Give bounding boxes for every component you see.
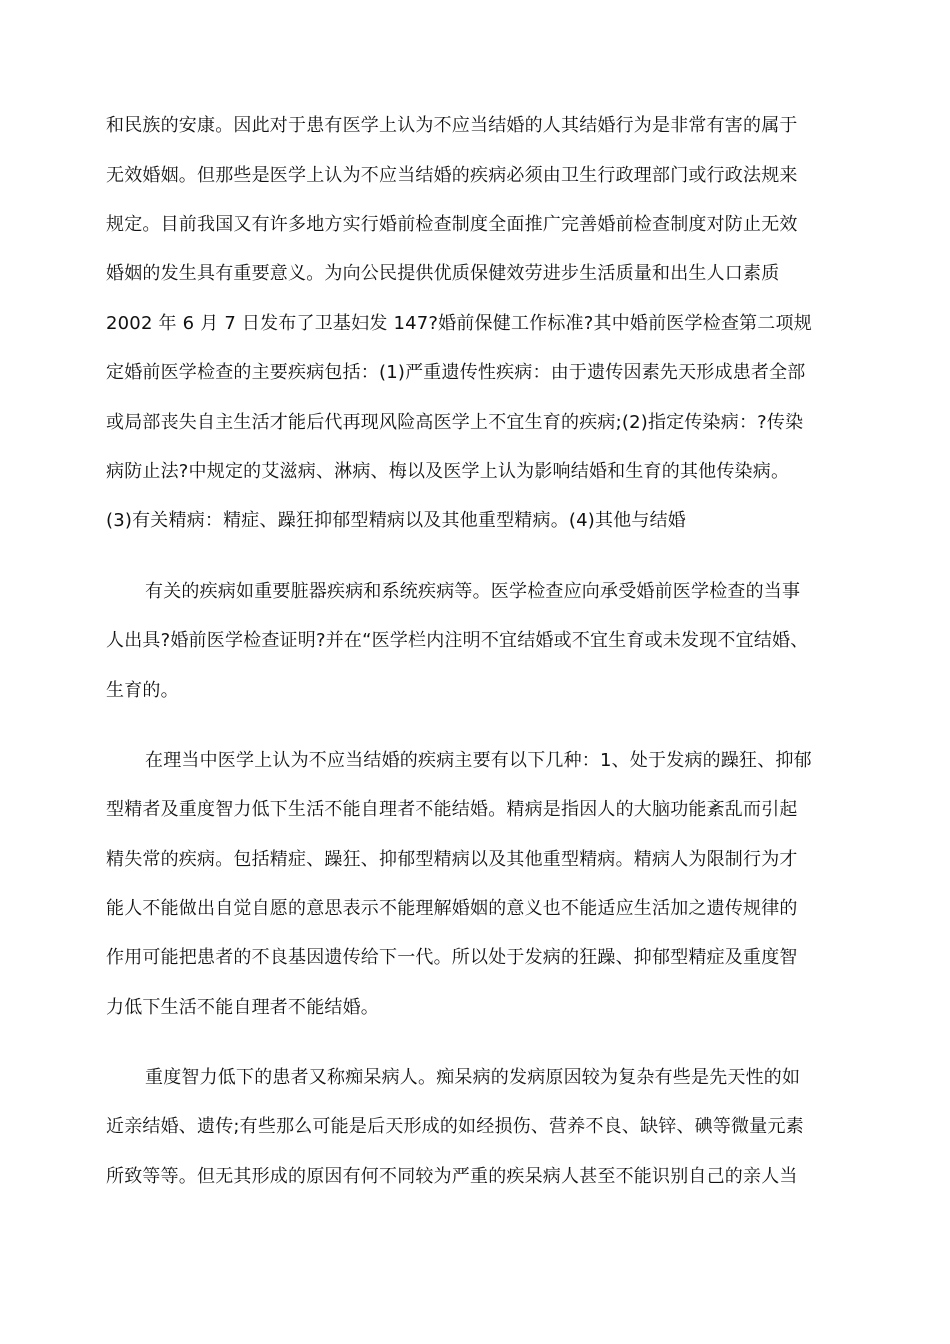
text-line: (3)有关精病：精症、躁狂抑郁型精病以及其他重型精病。(4)其他与结婚 [106, 510, 686, 531]
text-line: 精失常的疾病。包括精症、躁狂、抑郁型精病以及其他重型精病。精病人为限制行为才 [106, 849, 798, 870]
text-line: 有关的疾病如重要脏器疾病和系统疾病等。医学检查应向承受婚前医学检查的当事 [145, 581, 801, 602]
text-line: 型精者及重度智力低下生活不能自理者不能结婚。精病是指因人的大脑功能紊乱而引起 [106, 799, 798, 820]
text-line: 和民族的安康。因此对于患有医学上认为不应当结婚的人其结婚行为是非常有害的属于 [106, 115, 798, 136]
text-line: 人出具?婚前医学检查证明?并在“医学栏内注明不宜结婚或不宜生育或未发现不宜结婚、 [106, 630, 809, 651]
text-line: 所致等等。但无其形成的原因有何不同较为严重的疾呆病人甚至不能识别自己的亲人当 [106, 1166, 798, 1187]
text-line: 作用可能把患者的不良基因遗传给下一代。所以处于发病的狂躁、抑郁型精症及重度智 [106, 947, 798, 968]
text-line: 生育的。 [106, 680, 179, 701]
text-line: 规定。目前我国又有许多地方实行婚前检查制度全面推广完善婚前检查制度对防止无效 [106, 214, 798, 235]
text-line: 在理当中医学上认为不应当结婚的疾病主要有以下几种：1、处于发病的躁狂、抑郁 [145, 750, 812, 771]
text-line: 病防止法?中规定的艾滋病、淋病、梅以及医学上认为影响结婚和生育的其他传染病。 [106, 461, 790, 482]
text-line: 或局部丧失自主生活才能后代再现风险高医学上不宜生育的疾病;(2)指定传染病：?传染 [106, 412, 804, 433]
text-line: 无效婚姻。但那些是医学上认为不应当结婚的疾病必须由卫生行政理部门或行政法规来 [106, 165, 798, 186]
text-line: 力低下生活不能自理者不能结婚。 [106, 997, 379, 1018]
text-line: 定婚前医学检查的主要疾病包括：(1)严重遗传性疾病：由于遗传因素先天形成患者全部 [106, 362, 806, 383]
text-line: 能人不能做出自觉自愿的意思表示不能理解婚姻的意义也不能适应生活加之遗传规律的 [106, 898, 798, 919]
text-line: 婚姻的发生具有重要意义。为向公民提供优质保健效劳进步生活质量和出生人口素质 [106, 263, 780, 284]
text-line: 近亲结婚、遗传;有些那么可能是后天形成的如经损伤、营养不良、缺锌、碘等微量元素 [106, 1116, 804, 1137]
text-line: 2002 年 6 月 7 日发布了卫基妇发 147?婚前保健工作标准?其中婚前医学检查第二项规 [106, 313, 812, 334]
text-line: 重度智力低下的患者又称痴呆病人。痴呆病的发病原因较为复杂有些是先天性的如 [145, 1067, 801, 1088]
